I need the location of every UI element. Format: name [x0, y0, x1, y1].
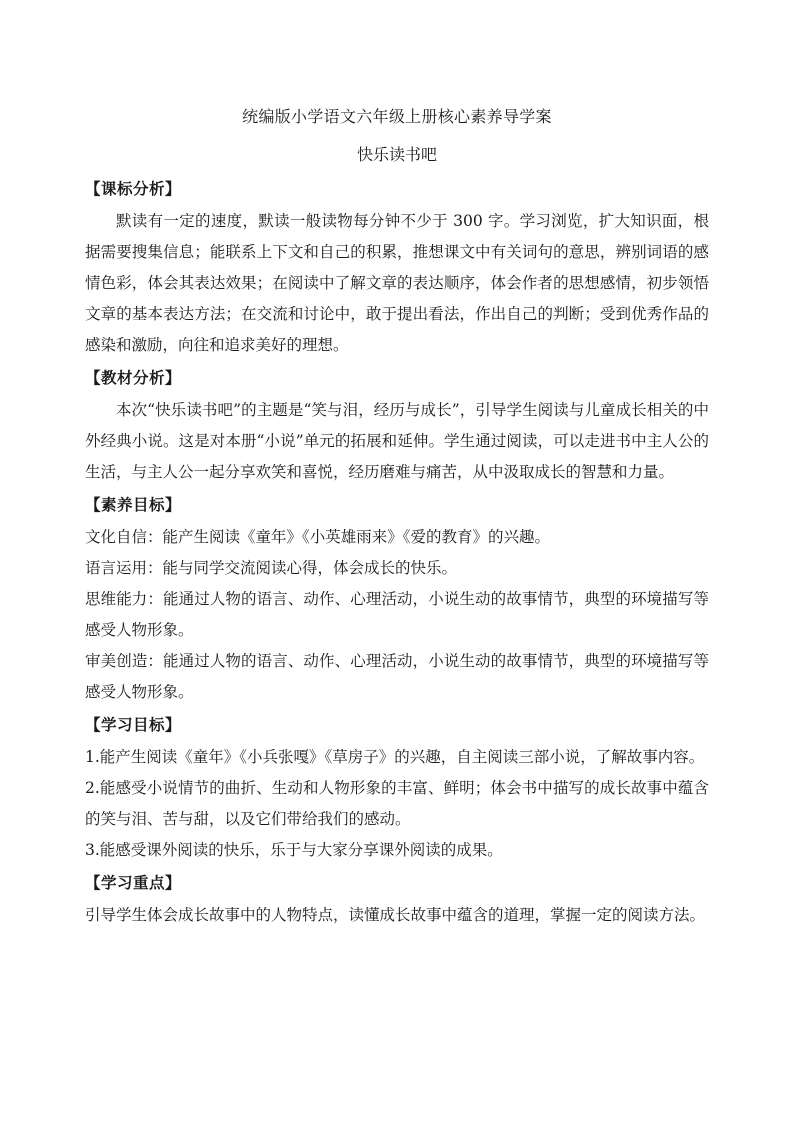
- paragraph: 2.能感受小说情节的曲折、生动和人物形象的丰富、鲜明；体会书中描写的成长故事中蕴含的笑与泪、苦与甜，以及它们带给我们的感动。: [85, 779, 709, 828]
- section-heading: 【素养目标】: [85, 495, 182, 514]
- document-title: 统编版小学语文六年级上册核心素养导学案: [242, 107, 552, 126]
- paragraph: 思维能力：能通过人物的语言、动作、心理活动，小说生动的故事情节，典型的环境描写等感受人物形象。: [85, 590, 709, 639]
- section-textbook-analysis: [85, 361, 709, 488]
- section-heading: 【课标分析】: [85, 179, 182, 198]
- paragraph: 3.能感受课外阅读的快乐，乐于与大家分享课外阅读的成果。: [85, 841, 503, 859]
- paragraph: 语言运用：能与同学交流阅读心得，体会成长的快乐。: [85, 559, 458, 577]
- paragraph: 文化自信：能产生阅读《童年》《小英雄雨来》《爱的教育》的兴趣。: [85, 528, 551, 546]
- paragraph: 1.能产生阅读《童年》《小兵张嘎》《草房子》的兴趣，自主阅读三部小说，了解故事内容。: [85, 748, 705, 766]
- document-page: [85, 100, 709, 931]
- paragraph: 默读有一定的速度，默读一般读物每分钟不少于 300 字。学习浏览，扩大知识面，根据需要搜集信息；能联系上下文和自己的积累，推想课文中有关词句的意思，辨别词语的感情色彩，体会其表达效果；在阅读中了解文章的表达顺序，体会作者的思想感情，初步领悟文章的基本表达方法；在交流和讨论中，敢于提出看法，作出自己的判断；受到优秀作品的感染和激励，向往和追求美好的理想。: [85, 212, 709, 354]
- paragraph: 本次“快乐读书吧”的主题是“笑与泪，经历与成长”，引导学生阅读与儿童成长相关的中外经典小说。这是对本册“小说”单元的拓展和延伸。学生通过阅读，可以走进书中主人公的生活，与主人公一起分享欢笑和喜悦，经历磨难与痛苦，从中汲取成长的智慧和力量。: [85, 401, 709, 481]
- section-heading: 【学习重点】: [85, 873, 182, 892]
- section-learning-goals: [85, 708, 709, 866]
- paragraph: 审美创造：能通过人物的语言、动作、心理活动，小说生动的故事情节，典型的环境描写等感受人物形象。: [85, 652, 709, 701]
- section-literacy-goals: [85, 488, 709, 708]
- document-subtitle: 快乐读书吧: [356, 145, 437, 164]
- section-key-points: [85, 866, 709, 931]
- section-heading: 【学习目标】: [85, 715, 182, 734]
- section-curriculum-analysis: [85, 172, 709, 361]
- paragraph: 引导学生体会成长故事中的人物特点，读懂成长故事中蕴含的道理，掌握一定的阅读方法。: [85, 906, 706, 924]
- section-heading: 【教材分析】: [85, 368, 182, 387]
